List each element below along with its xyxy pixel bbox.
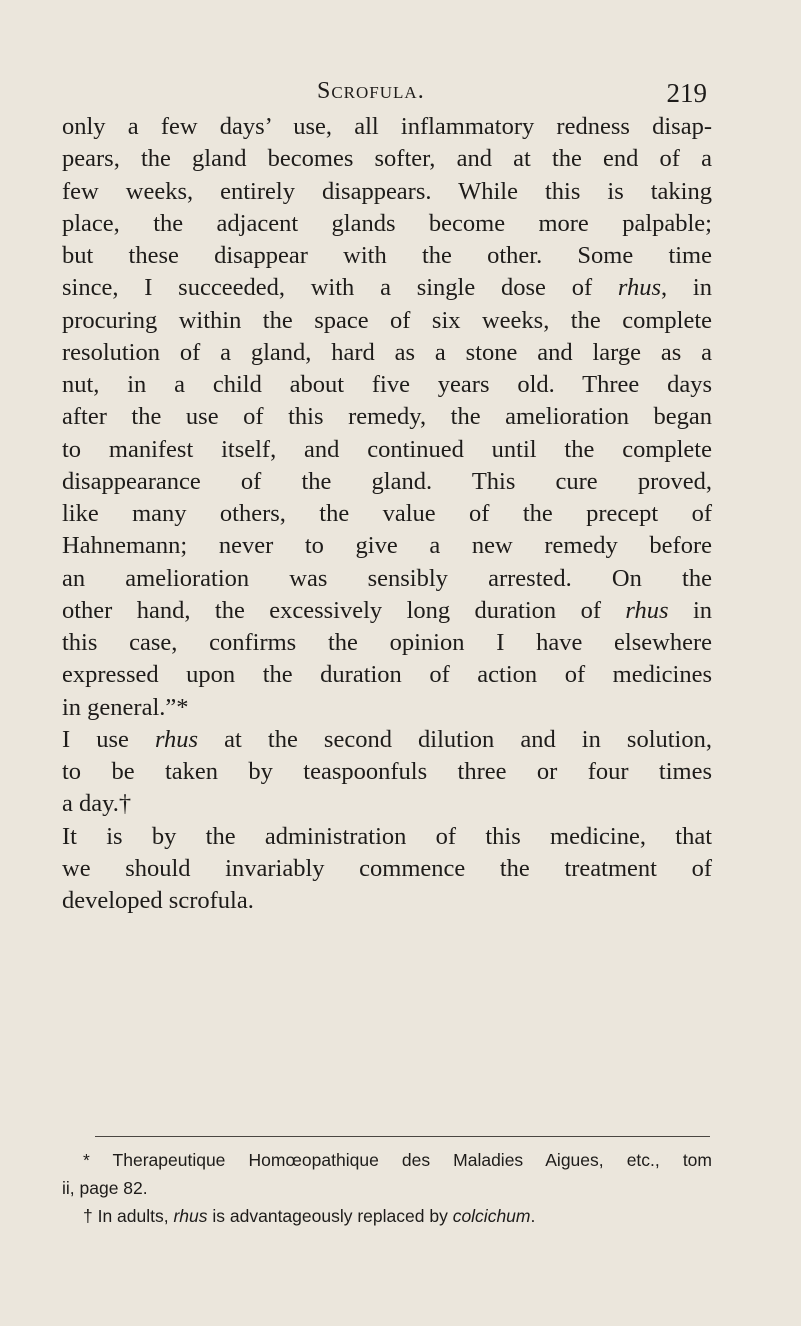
italic-term: rhus [154,725,199,753]
text-segment: is advantageously replaced by [207,1206,453,1226]
footnote-line [62,1202,712,1230]
text-line: to manifest itself, and continued until the complete [62,435,712,463]
footnotes [62,1146,712,1230]
running-head-title: Scrofula. [317,78,425,104]
text-line: pears, the gland becomes softer, and at the end of a [62,145,712,173]
text-segment: I use [62,725,155,753]
text-segment: in [668,596,713,624]
footnote-line: ii, page 82. [62,1178,148,1198]
page-number: 219 [666,78,707,108]
text-line: expressed upon the duration of action of medicines [62,661,712,689]
text-line [62,595,712,627]
body-text [62,111,712,917]
text-line: in general.”* [62,693,189,721]
text-segment: . [530,1206,536,1226]
text-segment: since, I succeeded, with a single dose of [62,274,618,302]
text-line: It is by the administration of this medicine, that [62,822,712,850]
text-line: place, the adjacent glands become more palpable; [62,209,712,237]
text-segment: other hand, the excessively long duration of [62,596,626,624]
footnote-line: * Therapeutique Homœopathique des Maladies Aigues, etc., tom [83,1150,712,1170]
text-line: we should invariably commence the treatment of [62,854,712,882]
text-line: few weeks, entirely disappears. While this is taking [62,177,712,205]
text-line: a day.† [62,790,132,818]
text-line: an amelioration was sensibly arrested. On the [62,564,712,592]
text-line: nut, in a child about five years old. Three days [62,371,712,398]
text-line: procuring within the space of six weeks, the complete [62,306,712,334]
text-line: like many others, the value of the precept of [62,500,712,527]
text-line: after the use of this remedy, the amelioration began [62,403,712,431]
text-line: this case, confirms the opinion I have elsewhere [62,629,712,656]
text-segment: , in [661,274,712,302]
text-line [62,724,712,756]
text-segment: at the second dilution and in solution, [198,725,712,753]
text-line: to be taken by teaspoonfuls three or four times [62,758,712,785]
text-line: only a few days’ use, all inflammatory redness disap- [62,113,712,140]
text-line: developed scrofula. [62,887,254,914]
italic-term: rhus [173,1206,208,1226]
italic-term: rhus [625,596,669,624]
italic-term: rhus [617,274,662,302]
text-line [62,272,712,304]
text-line: resolution of a gland, hard as a stone and large as a [62,338,712,366]
italic-term: colcichum [452,1206,531,1226]
text-line: Hahnemann; never to give a new remedy before [62,532,712,560]
text-line: but these disappear with the other. Some time [62,242,712,269]
footnote-divider [95,1136,710,1137]
text-segment: † In adults, [83,1206,174,1226]
text-line: disappearance of the gland. This cure proved, [62,467,712,495]
